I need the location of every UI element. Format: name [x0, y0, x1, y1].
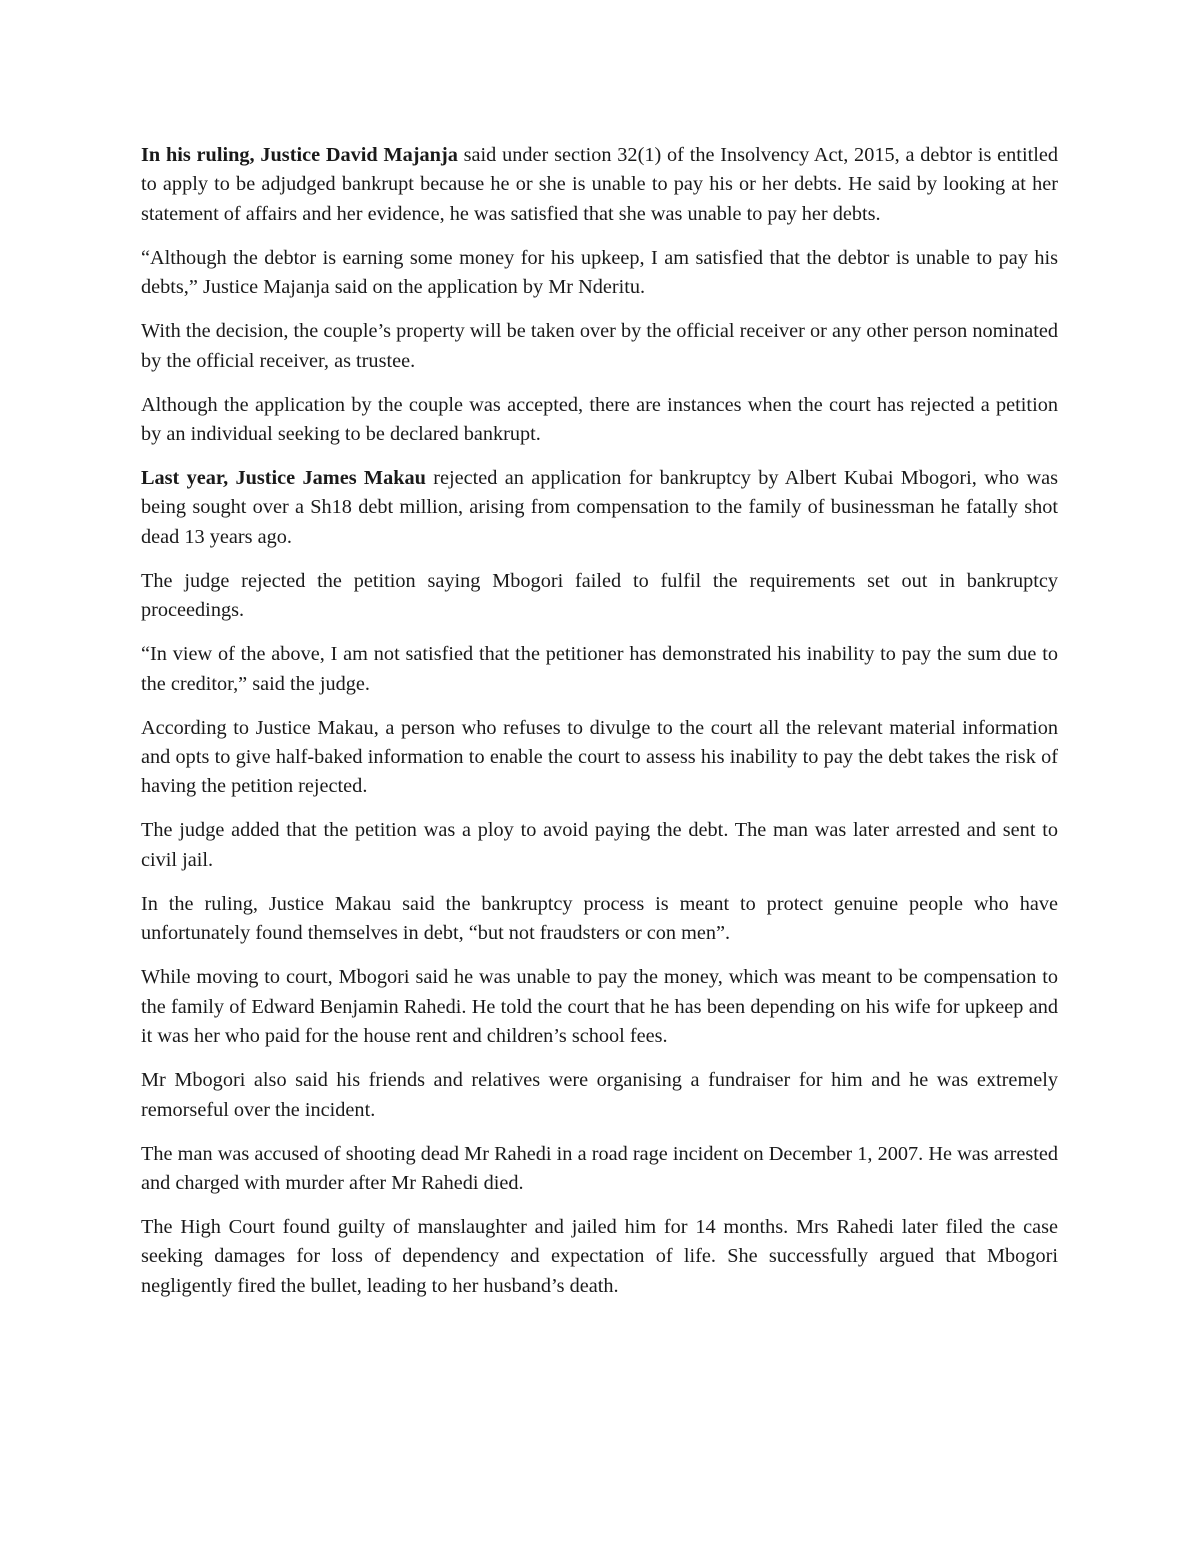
paragraph-11-text: While moving to court, Mbogori said he was unable to pay the money, which was meant to be compensation to the family of Edward Benjamin Rahedi. He told the court that he has been depending on his wife for upkeep and it was her who paid for the house rent and children’s school fees.	[141, 966, 1058, 1048]
document-page	[141, 141, 1058, 1316]
paragraph-5-lead: Last year, Justice James Makau	[141, 467, 426, 490]
paragraph-14	[141, 1213, 1058, 1301]
paragraph-6	[141, 567, 1058, 626]
paragraph-13	[141, 1140, 1058, 1199]
paragraph-14-text: The High Court found guilty of manslaughter and jailed him for 14 months. Mrs Rahedi later filed the case seeking damages for loss of dependency and expectation of life. She successfully argued that Mbogori negligently fired the bullet, leading to her husband’s death.	[141, 1215, 1058, 1297]
paragraph-7-text: “In view of the above, I am not satisfied that the petitioner has demonstrated his inability to pay the sum due to the creditor,” said the judge.	[141, 643, 1058, 695]
paragraph-8-text: According to Justice Makau, a person who refuses to divulge to the court all the relevant material information and opts to give half-baked information to enable the court to assess his inability to pay the debt takes the risk of having the petition rejected.	[141, 716, 1058, 798]
paragraph-10-text: In the ruling, Justice Makau said the bankruptcy process is meant to protect genuine people who have unfortunately found themselves in debt, “but not fraudsters or con men”.	[141, 892, 1058, 945]
paragraph-1	[141, 141, 1058, 229]
paragraph-12-text: Mr Mbogori also said his friends and relatives were organising a fundraiser for him and he was extremely remorseful over the incident.	[141, 1069, 1058, 1121]
paragraph-10	[141, 890, 1058, 949]
paragraph-8	[141, 714, 1058, 802]
paragraph-6-text: The judge rejected the petition saying Mbogori failed to fulfil the requirements set out in bankruptcy proceedings.	[141, 569, 1058, 622]
paragraph-2-text: “Although the debtor is earning some money for his upkeep, I am satisfied that the debtor is unable to pay his debts,” Justice Majanja said on the application by Mr Nderitu.	[141, 246, 1058, 299]
paragraph-4-text: Although the application by the couple was accepted, there are instances when the court has rejected a petition by an individual seeking to be declared bankrupt.	[141, 393, 1058, 446]
paragraph-2	[141, 244, 1058, 303]
paragraph-5-text: rejected an application for bankruptcy by Albert Kubai Mbogori, who was being sought over a Sh18 debt million, arising from compensation to the family of businessman he fatally shot dead 13 years ago.	[141, 467, 1058, 548]
paragraph-3	[141, 317, 1058, 376]
paragraph-12	[141, 1066, 1058, 1125]
paragraph-13-text: The man was accused of shooting dead Mr Rahedi in a road rage incident on December 1, 2007. He was arrested and charged with murder after Mr Rahedi died.	[141, 1142, 1058, 1194]
paragraph-1-text: said under section 32(1) of the Insolvency Act, 2015, a debtor is entitled to apply to be adjudged bankrupt because he or she is unable to pay his or her debts. He said by looking at her statement of affairs and her evidence, he was satisfied that she was unable to pay her debts.	[141, 144, 1058, 225]
paragraph-5	[141, 464, 1058, 552]
paragraph-4	[141, 391, 1058, 450]
paragraph-7	[141, 640, 1058, 699]
paragraph-11	[141, 963, 1058, 1051]
paragraph-3-text: With the decision, the couple’s property will be taken over by the official receiver or any other person nominated by the official receiver, as trustee.	[141, 320, 1058, 372]
paragraph-1-lead: In his ruling, Justice David Majanja	[141, 144, 458, 166]
paragraph-9	[141, 816, 1058, 875]
paragraph-9-text: The judge added that the petition was a ploy to avoid paying the debt. The man was later arrested and sent to civil jail.	[141, 819, 1058, 871]
